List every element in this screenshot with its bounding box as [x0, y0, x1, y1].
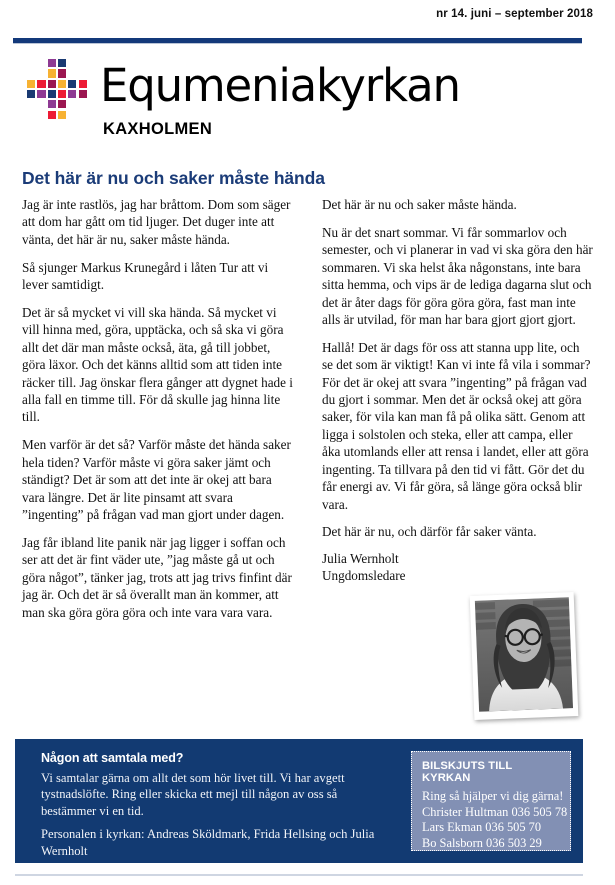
wordmark: Equmeniakyrkan [100, 59, 460, 112]
paragraph: Det här är nu, och därför får saker vänta. [322, 524, 537, 540]
paragraph: Nu är det snart sommar. Vi får sommarlov och semester, och vi planerar in vad vi ska göra den här sommaren. Vi ska helst åka någonstans, inte bara sitta hemma, och vips är de lediga dagarna slut och det är åter dags för göra göra göra, fast man inte alls är utvilad, för man har bara gjort gjort gjort. [322, 224, 593, 327]
paragraph: Det är så mycket vi vill ska hända. Så mycket vi vill hinna med, göra, upptäcka, och så ska vi göra allt det där man måste också, äta, gå till jobbet, göra läxor. Och det känns alltid som att tiden inte räcker till. Jag önskar flera gånger att dygnet hade i alla fall en timme till. För då skulle jag hinna lite till. [22, 305, 293, 425]
ride-offer-contact: Christer Hultman 036 505 78 [422, 804, 568, 819]
author-photo-frame [470, 592, 579, 720]
paragraph: Personalen i kyrkan: Andreas Sköldmark, Frida Hellsing och Julia Wernholt [41, 827, 375, 858]
author-name: Julia Wernholt [322, 550, 399, 566]
congregation-name: KAXHOLMEN [103, 120, 213, 138]
article-headline: Det här är nu och saker måste hända [22, 168, 325, 188]
ride-offer-box [411, 751, 571, 851]
header-rule-shadow [13, 43, 582, 44]
paragraph: Jag är inte rastlös, jag har bråttom. Dom som säger att dom har gått om tid ljuger. Det duger inte att vänta, det här är nu, saker måste hända. [22, 197, 291, 247]
paragraph: Vi samtalar gärna om allt det som hör livet till. Vi har avgett tystnadslöfte. Ring eller skicka ett mejl till någon av oss så bestämmer vi en tid. [41, 771, 345, 818]
issue-line: nr 14. juni – september 2018 [436, 8, 593, 20]
paragraph: Men varför är det så? Varför måste det hända saker hela tiden? Varför måste vi göra saker jämt och ständigt? Det är som att det inte är okej att bara vara längre. Det är lite pinsamt att svara ”ingenting” på frågan vad man gjort under dagen. [22, 437, 291, 522]
masthead [0, 0, 615, 160]
article-column-left [22, 196, 293, 631]
footer-rule [15, 874, 583, 876]
equmeniakyrkan-cross-logo-icon [26, 58, 90, 126]
ride-offer-contact: Bo Salsborn 036 503 29 [422, 835, 542, 850]
article-signature [322, 550, 593, 585]
paragraph: Jag får ibland lite panik när jag ligger i soffan och ser att det är fint väder ute, ”jag måste gå ut och göra något”, tänker jag, trots att jag trivs finfint där jag är. Och det är så överallt man än kommer, att man ska göra göra göra och inte vara vara vara. [22, 534, 292, 620]
paragraph: Det här är nu och saker måste hända. [322, 197, 517, 212]
ride-offer-title: BILSKJUTS TILL KYRKAN [422, 760, 513, 784]
contact-box-body [41, 770, 381, 859]
portrait-illustration [475, 597, 573, 712]
contact-box [15, 739, 583, 863]
article-column-right [322, 196, 593, 585]
paragraph: Hallå! Det är dags för oss att stanna upp lite, och se det som är viktigt! Kan vi inte få vila i sommar? För det är okej att svara ”ingenting” på frågan vad du gjort i sommar. Men det är också okej att göra saker, för vila kan man få på olika sätt. Genom att ligga i solstolen och steka, eller att campa, eller åka utomlands eller att rensa i landet, eller att göra ingenting. Ta tillvara på den tid vi fått. Gör det du får energi av. Vi får göra, så länge göra också blir vara. [322, 339, 591, 512]
author-role: Ungdomsledare [322, 568, 406, 584]
author-portrait-image [475, 597, 573, 712]
ride-offer-contact: Lars Ekman 036 505 70 [422, 820, 542, 834]
contact-box-title: Någon att samtala med? [41, 751, 184, 765]
paragraph: Så sjunger Markus Krunegård i låten Tur att vi lever samtidigt. [22, 259, 269, 293]
ride-offer-line: Ring så hjälper vi dig gärna! [422, 789, 564, 803]
